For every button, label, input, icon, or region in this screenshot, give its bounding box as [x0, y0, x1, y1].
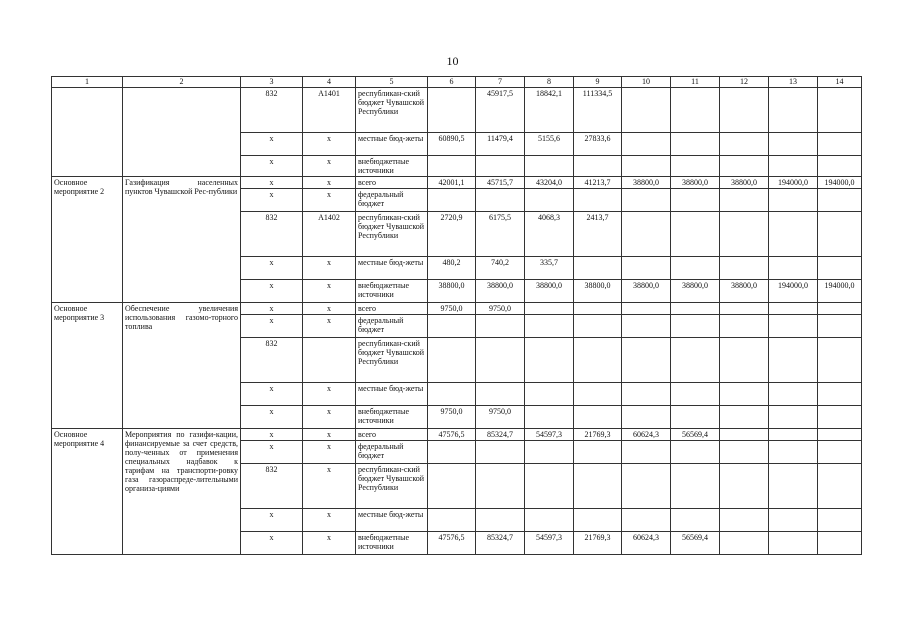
table-cell: 38800,0: [525, 280, 574, 303]
table-cell: 194000,0: [818, 280, 862, 303]
table-cell: 85324,7: [476, 429, 525, 441]
table-cell: [818, 88, 862, 133]
table-cell: [769, 383, 818, 406]
table-cell: 38800,0: [671, 280, 720, 303]
table-cell: [525, 464, 574, 509]
table-cell: [574, 315, 622, 338]
table-row: [52, 429, 862, 441]
table-cell: х: [303, 177, 356, 189]
column-header: 5: [356, 77, 428, 88]
table-cell: 56569,4: [671, 429, 720, 441]
table-cell: [525, 338, 574, 383]
table-cell: [525, 509, 574, 532]
table-cell: [818, 406, 862, 429]
table-row: [52, 88, 862, 133]
table-cell: [818, 509, 862, 532]
table-cell: внебюджетные источники: [356, 156, 428, 177]
table-cell: [671, 338, 720, 383]
table-cell: [818, 133, 862, 156]
table-cell: х: [241, 303, 303, 315]
table-cell: 740,2: [476, 257, 525, 280]
table-cell: [769, 532, 818, 555]
table-cell: 38800,0: [720, 177, 769, 189]
column-header: 7: [476, 77, 525, 88]
table-cell: республикан-ский бюджет Чувашской Республики: [356, 464, 428, 509]
table-cell: [428, 383, 476, 406]
table-cell: [818, 189, 862, 212]
table-cell: [671, 315, 720, 338]
table-cell: местные бюд-жеты: [356, 509, 428, 532]
table-cell: Основное мероприятие 3: [52, 303, 123, 429]
table-cell: х: [303, 315, 356, 338]
table-cell: 832: [241, 464, 303, 509]
column-header: 6: [428, 77, 476, 88]
table-row: [52, 177, 862, 189]
table-cell: 85324,7: [476, 532, 525, 555]
table-cell: всего: [356, 177, 428, 189]
table-cell: х: [241, 177, 303, 189]
table-cell: х: [303, 156, 356, 177]
table-cell: [525, 156, 574, 177]
table-cell: 38800,0: [476, 280, 525, 303]
table-cell: [671, 257, 720, 280]
table-cell: Обеспечение увеличения использования газомо-торного топлива: [123, 303, 241, 429]
table-cell: [476, 156, 525, 177]
table-cell: х: [241, 383, 303, 406]
table-cell: [720, 429, 769, 441]
table-cell: [818, 303, 862, 315]
table-cell: федеральный бюджет: [356, 189, 428, 212]
table-cell: [769, 156, 818, 177]
table-cell: [574, 303, 622, 315]
table-cell: 56569,4: [671, 532, 720, 555]
table-cell: [574, 156, 622, 177]
table-cell: х: [303, 257, 356, 280]
column-header: 4: [303, 77, 356, 88]
table-cell: х: [303, 532, 356, 555]
table-cell: [720, 88, 769, 133]
column-header: 13: [769, 77, 818, 88]
table-cell: 480,2: [428, 257, 476, 280]
table-cell: [720, 441, 769, 464]
table-cell: [818, 257, 862, 280]
table-cell: всего: [356, 303, 428, 315]
table-cell: республикан-ский бюджет Чувашской Республики: [356, 88, 428, 133]
table-cell: 5155,6: [525, 133, 574, 156]
column-header: 12: [720, 77, 769, 88]
table-cell: [720, 383, 769, 406]
table-cell: [671, 509, 720, 532]
table-cell: 832: [241, 338, 303, 383]
table-cell: [818, 338, 862, 383]
table-cell: [818, 464, 862, 509]
table-cell: 6175,5: [476, 212, 525, 257]
page-number: 10: [446, 54, 459, 68]
table-cell: внебюджетные источники: [356, 406, 428, 429]
table-cell: [769, 303, 818, 315]
table-cell: [622, 189, 671, 212]
table-cell: [818, 532, 862, 555]
table-cell: [525, 189, 574, 212]
table-cell: [720, 338, 769, 383]
table-cell: [622, 303, 671, 315]
table-cell: [769, 429, 818, 441]
table-cell: 47576,5: [428, 532, 476, 555]
table-cell: х: [241, 406, 303, 429]
table-cell: [769, 212, 818, 257]
table-cell: [525, 406, 574, 429]
table-cell: [574, 257, 622, 280]
table-cell: [574, 189, 622, 212]
column-header: 9: [574, 77, 622, 88]
table-cell: [671, 156, 720, 177]
table-cell: [720, 189, 769, 212]
table-cell: республикан-ский бюджет Чувашской Республики: [356, 212, 428, 257]
table-cell: федеральный бюджет: [356, 441, 428, 464]
table-cell: [818, 156, 862, 177]
table-cell: х: [303, 189, 356, 212]
table-cell: [303, 338, 356, 383]
table-cell: [476, 189, 525, 212]
table-cell: [769, 509, 818, 532]
table-cell: [574, 383, 622, 406]
table-cell: республикан-ский бюджет Чувашской Республики: [356, 338, 428, 383]
table-cell: [818, 429, 862, 441]
table-cell: [769, 88, 818, 133]
table-cell: [671, 133, 720, 156]
column-header: 3: [241, 77, 303, 88]
table-cell: 38800,0: [428, 280, 476, 303]
table-cell: [622, 315, 671, 338]
table-cell: 45715,7: [476, 177, 525, 189]
table-cell: [622, 406, 671, 429]
table-cell: [428, 509, 476, 532]
table-cell: [671, 406, 720, 429]
table-cell: х: [303, 509, 356, 532]
table-cell: внебюджетные источники: [356, 280, 428, 303]
table-cell: 9750,0: [428, 406, 476, 429]
table-cell: 60624,3: [622, 429, 671, 441]
table-cell: [720, 532, 769, 555]
column-header: 10: [622, 77, 671, 88]
table-cell: [769, 441, 818, 464]
table-cell: [574, 338, 622, 383]
table-cell: 194000,0: [818, 177, 862, 189]
table-cell: х: [303, 383, 356, 406]
table-cell: 832: [241, 88, 303, 133]
table-cell: [769, 189, 818, 212]
table-cell: [720, 303, 769, 315]
table-cell: [769, 257, 818, 280]
table-cell: [769, 338, 818, 383]
table-cell: [622, 257, 671, 280]
table-cell: 2413,7: [574, 212, 622, 257]
table-cell: [818, 383, 862, 406]
table-cell: х: [241, 429, 303, 441]
table-cell: [428, 189, 476, 212]
table-cell: х: [241, 315, 303, 338]
table-cell: 9750,0: [476, 406, 525, 429]
table-cell: 21769,3: [574, 429, 622, 441]
table-cell: х: [303, 441, 356, 464]
table-cell: [574, 464, 622, 509]
table-cell: х: [303, 464, 356, 509]
table-cell: [818, 315, 862, 338]
column-header: 2: [123, 77, 241, 88]
table-cell: 335,7: [525, 257, 574, 280]
table-cell: х: [241, 189, 303, 212]
table-cell: 38800,0: [622, 280, 671, 303]
table-cell: [622, 338, 671, 383]
table-cell: [476, 509, 525, 532]
table-cell: 43204,0: [525, 177, 574, 189]
table-cell: [671, 88, 720, 133]
table-cell: [769, 133, 818, 156]
column-header: 11: [671, 77, 720, 88]
table-cell: 21769,3: [574, 532, 622, 555]
table-cell: [671, 441, 720, 464]
table-cell: [720, 257, 769, 280]
table-cell: х: [303, 429, 356, 441]
table-cell: [123, 88, 241, 177]
table-cell: [671, 303, 720, 315]
table-cell: [476, 441, 525, 464]
table-cell: [671, 383, 720, 406]
table-cell: х: [303, 303, 356, 315]
table-cell: 27833,6: [574, 133, 622, 156]
table-cell: 42001,1: [428, 177, 476, 189]
table-cell: 60890,5: [428, 133, 476, 156]
table-cell: [720, 464, 769, 509]
table-cell: [525, 303, 574, 315]
column-header: 8: [525, 77, 574, 88]
table-cell: [428, 464, 476, 509]
table-cell: [720, 509, 769, 532]
table-cell: [52, 88, 123, 177]
table-cell: 194000,0: [769, 177, 818, 189]
table-cell: [476, 383, 525, 406]
table-cell: 832: [241, 212, 303, 257]
budget-table: [51, 76, 862, 555]
table-cell: х: [241, 280, 303, 303]
table-cell: [476, 464, 525, 509]
table-cell: [525, 315, 574, 338]
table-cell: [622, 464, 671, 509]
table-cell: 54597,3: [525, 532, 574, 555]
table-cell: 18842,1: [525, 88, 574, 133]
table-cell: [818, 441, 862, 464]
table-cell: всего: [356, 429, 428, 441]
table-cell: [525, 441, 574, 464]
table-cell: 60624,3: [622, 532, 671, 555]
table-cell: 9750,0: [476, 303, 525, 315]
table-cell: [574, 441, 622, 464]
table-cell: [818, 212, 862, 257]
table-cell: [720, 406, 769, 429]
table-cell: [671, 212, 720, 257]
table-cell: [671, 189, 720, 212]
table-cell: [622, 156, 671, 177]
table-cell: 2720,9: [428, 212, 476, 257]
table-cell: х: [241, 133, 303, 156]
table-cell: местные бюд-жеты: [356, 383, 428, 406]
table-cell: [476, 338, 525, 383]
table-cell: местные бюд-жеты: [356, 257, 428, 280]
table-cell: х: [303, 406, 356, 429]
table-cell: [622, 133, 671, 156]
table-cell: 4068,3: [525, 212, 574, 257]
table-cell: х: [241, 441, 303, 464]
table-cell: х: [303, 133, 356, 156]
table-cell: х: [241, 509, 303, 532]
table-cell: местные бюд-жеты: [356, 133, 428, 156]
table-cell: [622, 383, 671, 406]
table-cell: 38800,0: [671, 177, 720, 189]
table-cell: [428, 88, 476, 133]
table-cell: Мероприятия по газифи-кации, финансируемые за счет средств, полу-ченных от применения специальных надбавок к тарифам на транспорти-ровку газа газораспреде-лительными организа-циями: [123, 429, 241, 555]
table-cell: [428, 156, 476, 177]
table-cell: 11479,4: [476, 133, 525, 156]
table-cell: [720, 156, 769, 177]
table-cell: [622, 88, 671, 133]
table-cell: Основное мероприятие 2: [52, 177, 123, 303]
table-cell: х: [241, 257, 303, 280]
table-cell: [720, 133, 769, 156]
table-cell: [671, 464, 720, 509]
table-cell: [720, 212, 769, 257]
table-cell: [769, 464, 818, 509]
table-cell: Газификация населенных пунктов Чувашской Рес-публики: [123, 177, 241, 303]
header-row: [52, 77, 862, 88]
table-cell: 38800,0: [622, 177, 671, 189]
column-header: 1: [52, 77, 123, 88]
table-cell: Основное мероприятие 4: [52, 429, 123, 555]
table-cell: [574, 406, 622, 429]
table-cell: 111334,5: [574, 88, 622, 133]
table-cell: [525, 383, 574, 406]
table-cell: 38800,0: [720, 280, 769, 303]
table-cell: 38800,0: [574, 280, 622, 303]
table-cell: 45917,5: [476, 88, 525, 133]
table-cell: 194000,0: [769, 280, 818, 303]
table-cell: [769, 315, 818, 338]
table-cell: [574, 509, 622, 532]
table-cell: [622, 441, 671, 464]
table-cell: 41213,7: [574, 177, 622, 189]
table-cell: [428, 315, 476, 338]
table-cell: х: [241, 532, 303, 555]
table-cell: [476, 315, 525, 338]
table-cell: А1402: [303, 212, 356, 257]
table-cell: 54597,3: [525, 429, 574, 441]
table-cell: А1401: [303, 88, 356, 133]
table-cell: [769, 406, 818, 429]
table-row: [52, 303, 862, 315]
table-cell: 9750,0: [428, 303, 476, 315]
table-cell: [428, 338, 476, 383]
table-cell: [622, 212, 671, 257]
table-cell: федеральный бюджет: [356, 315, 428, 338]
table-cell: [720, 315, 769, 338]
table-cell: 47576,5: [428, 429, 476, 441]
table-cell: [428, 441, 476, 464]
table-cell: х: [241, 156, 303, 177]
table-cell: х: [303, 280, 356, 303]
table-cell: внебюджетные источники: [356, 532, 428, 555]
table-cell: [622, 509, 671, 532]
column-header: 14: [818, 77, 862, 88]
